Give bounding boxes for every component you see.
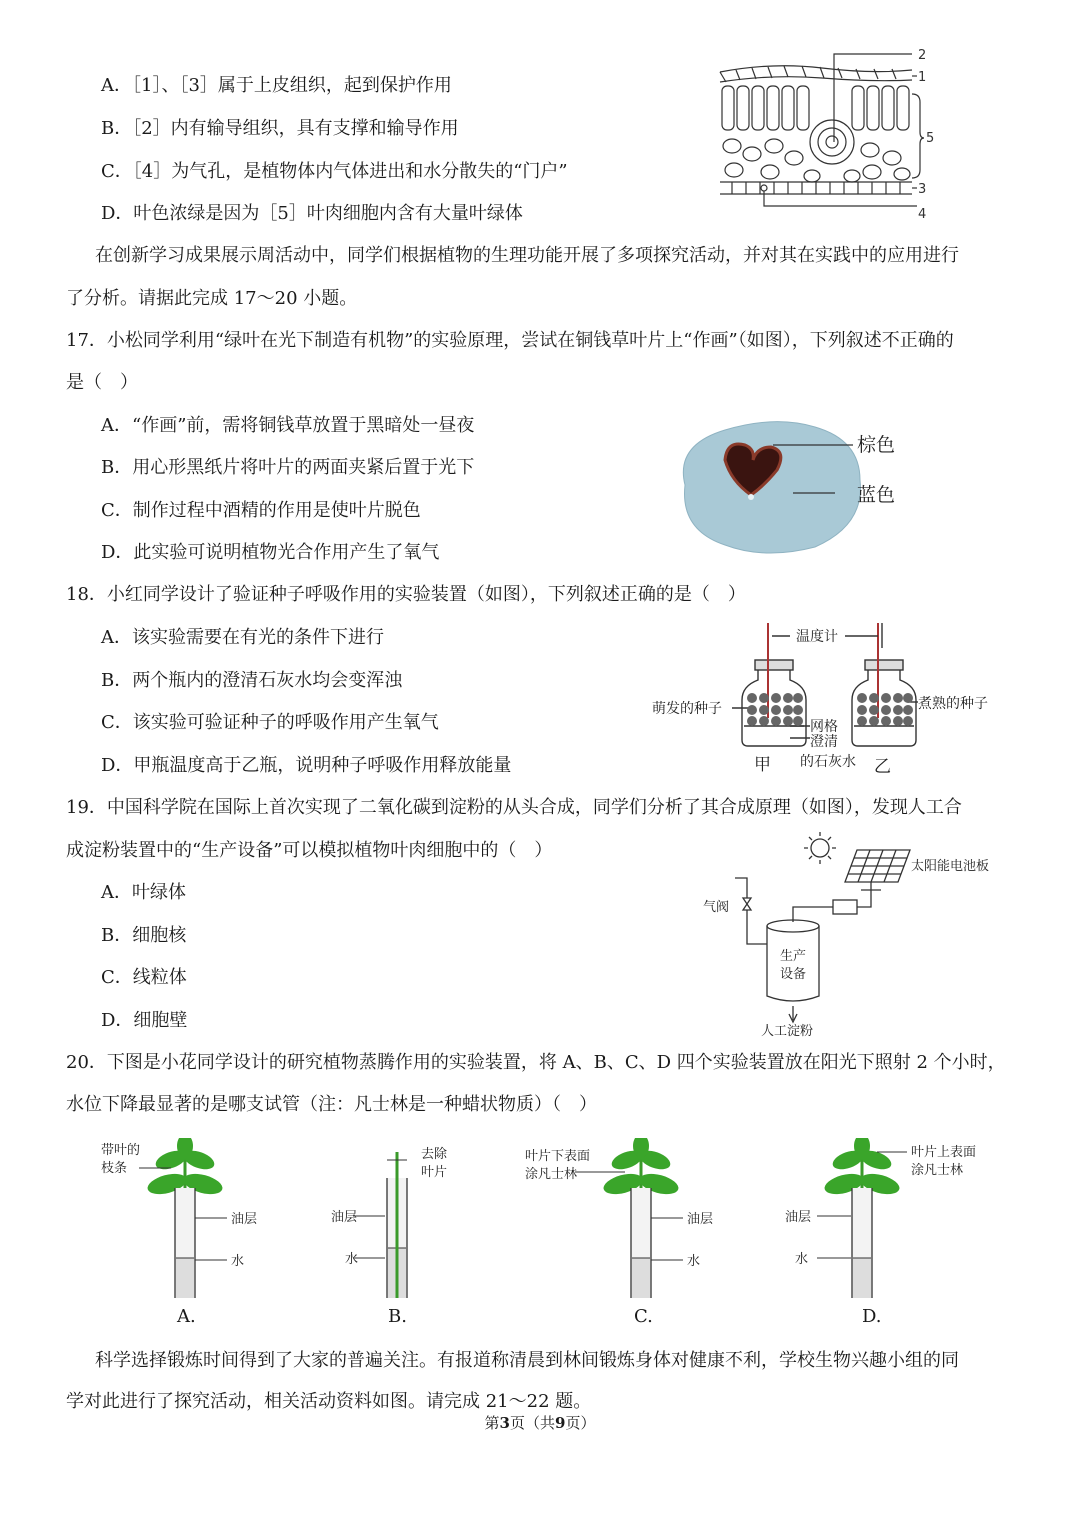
footer-pre: 第 bbox=[484, 1414, 500, 1432]
transpiration-figure bbox=[95, 1138, 1005, 1298]
q19-stem-line1: 19．中国科学院在国际上首次实现了二氧化碳到淀粉的从头合成，同学们分析了其合成原理（如图），发现人工合 bbox=[66, 797, 962, 818]
leaf-label-3: 3 bbox=[918, 182, 927, 197]
leaf-label-2: 2 bbox=[918, 48, 927, 63]
tube-d-top-label-1: 叶片上表面 bbox=[911, 1145, 977, 1160]
bottle-jia-label: 甲 bbox=[754, 755, 771, 775]
q18-option-c: C．该实验可验证种子的呼吸作用产生氧气 bbox=[101, 712, 439, 733]
q17-option-d: D．此实验可说明植物光合作用产生了氧气 bbox=[101, 542, 440, 563]
q18-option-a: A．该实验需要在有光的条件下进行 bbox=[101, 627, 384, 648]
intro-21-22-line1: 科学选择锻炼时间得到了大家的普遍关注。有报道称清晨到林间锻炼身体对健康不利，学校生物兴趣小组的同 bbox=[95, 1350, 959, 1371]
q19-option-b: B．细胞核 bbox=[101, 925, 187, 946]
footer-post: 页） bbox=[565, 1414, 596, 1432]
tube-b-top-label-1: 去除 bbox=[421, 1147, 448, 1162]
tube-a-water-label: 水 bbox=[231, 1254, 245, 1269]
tube-b-top-label-2: 叶片 bbox=[421, 1165, 448, 1180]
page-footer bbox=[0, 1412, 1080, 1433]
q18-stem: 18．小红同学设计了验证种子呼吸作用的实验装置（如图），下列叙述正确的是（ ） bbox=[66, 584, 746, 605]
tube-c-top-label-2: 涂凡士林 bbox=[525, 1167, 578, 1182]
tube-c-top-label-1: 叶片下表面 bbox=[525, 1149, 591, 1164]
tube-d-top-label-2: 涂凡士林 bbox=[911, 1163, 964, 1178]
q16-option-d: D．叶色浓绿是因为［5］叶肉细胞内含有大量叶绿体 bbox=[101, 203, 523, 224]
footer-total-pages: 9 bbox=[555, 1414, 566, 1432]
tube-a-top-label-2: 枝条 bbox=[101, 1161, 128, 1176]
limewater-label-1: 澄清 bbox=[810, 734, 838, 750]
artificial-starch-figure bbox=[695, 830, 1005, 1040]
boiled-seeds-label: 煮熟的种子 bbox=[918, 696, 988, 712]
intro-21-22-line2: 学对此进行了探究活动，相关活动资料如图。请完成 21～22 题。 bbox=[66, 1391, 592, 1412]
intro-17-20-line1: 在创新学习成果展示周活动中，同学们根据植物的生理功能开展了多项探究活动，并对其在实践中的应用进行 bbox=[95, 245, 959, 266]
q20-stem-line2: 水位下降最显著的是哪支试管（注：凡士林是一种蜡状物质）（ ） bbox=[66, 1094, 597, 1115]
germinating-seeds-label: 萌发的种子 bbox=[652, 701, 722, 717]
leaf-label-4: 4 bbox=[918, 207, 927, 222]
q18-option-d: D．甲瓶温度高于乙瓶，说明种子呼吸作用释放能量 bbox=[101, 755, 512, 776]
limewater-label-2: 的石灰水 bbox=[800, 754, 856, 770]
tube-d-water-label: 水 bbox=[795, 1252, 809, 1267]
leaf-blue-label: 蓝色 bbox=[857, 484, 896, 506]
leaf-label-5: 5 bbox=[926, 131, 935, 146]
q17-option-a: A．“作画”前，需将铜钱草放置于黑暗处一昼夜 bbox=[101, 415, 475, 436]
tube-c-water-label: 水 bbox=[687, 1254, 701, 1269]
caption-b: B. bbox=[388, 1306, 407, 1327]
solar-panel-label: 太阳能电池板 bbox=[911, 859, 990, 874]
footer-page-number: 3 bbox=[499, 1414, 510, 1432]
tube-a-top-label-1: 带叶的 bbox=[101, 1143, 141, 1158]
q16-option-c: C．［4］为气孔，是植物体内气体进出和水分散失的“门户” bbox=[101, 161, 568, 182]
tube-b-oil-label: 油层 bbox=[331, 1210, 358, 1225]
caption-d: D. bbox=[862, 1306, 882, 1327]
leaf-brown-label: 棕色 bbox=[857, 434, 896, 456]
leaf-painting-figure bbox=[665, 415, 925, 560]
bottle-yi-label: 乙 bbox=[874, 757, 891, 777]
q20-stem-line1: 20．下图是小花同学设计的研究植物蒸腾作用的实验装置，将 A、B、C、D 四个实验装置放在阳光下照射 2 个小时， bbox=[66, 1052, 1006, 1073]
thermometer-label: 温度计 bbox=[796, 629, 838, 645]
q17-stem-line1: 17．小松同学利用“绿叶在光下制造有机物”的实验原理，尝试在铜钱草叶片上“作画”（如图），下列叙述不正确的 bbox=[66, 330, 954, 351]
device-label-2: 设备 bbox=[780, 967, 807, 982]
q17-stem-line2: 是（ ） bbox=[66, 372, 138, 393]
mesh-label: 网格 bbox=[810, 719, 838, 735]
device-label-1: 生产 bbox=[780, 949, 807, 964]
leaf-label-1: 1 bbox=[918, 70, 927, 85]
q17-option-b: B．用心形黑纸片将叶片的两面夹紧后置于光下 bbox=[101, 457, 475, 478]
caption-a: A. bbox=[177, 1306, 196, 1327]
q19-stem-line2: 成淀粉装置中的“生产设备”可以模拟植物叶肉细胞中的（ ） bbox=[66, 840, 553, 861]
leaf-cross-section-figure bbox=[712, 42, 952, 227]
valve-label: 气阀 bbox=[703, 900, 730, 915]
intro-17-20-line2: 了分析。请据此完成 17～20 小题。 bbox=[66, 288, 358, 309]
q18-option-b: B．两个瓶内的澄清石灰水均会变浑浊 bbox=[101, 670, 403, 691]
q16-option-b: B．［2］内有输导组织，具有支撑和输导作用 bbox=[101, 118, 459, 139]
footer-mid: 页（共 bbox=[509, 1414, 555, 1432]
tube-d-oil-label: 油层 bbox=[785, 1210, 812, 1225]
q19-option-d: D．细胞壁 bbox=[101, 1010, 188, 1031]
artificial-starch-label: 人工淀粉 bbox=[761, 1024, 814, 1039]
q16-option-a: A．［1］、［3］属于上皮组织，起到保护作用 bbox=[101, 75, 452, 96]
tube-c-oil-label: 油层 bbox=[687, 1212, 714, 1227]
q19-option-a: A．叶绿体 bbox=[101, 882, 186, 903]
q17-option-c: C．制作过程中酒精的作用是使叶片脱色 bbox=[101, 500, 421, 521]
caption-c: C. bbox=[634, 1306, 653, 1327]
seed-respiration-figure bbox=[650, 618, 1000, 783]
q19-option-c: C．线粒体 bbox=[101, 967, 187, 988]
tube-b-water-label: 水 bbox=[345, 1252, 359, 1267]
tube-a-oil-label: 油层 bbox=[231, 1212, 258, 1227]
